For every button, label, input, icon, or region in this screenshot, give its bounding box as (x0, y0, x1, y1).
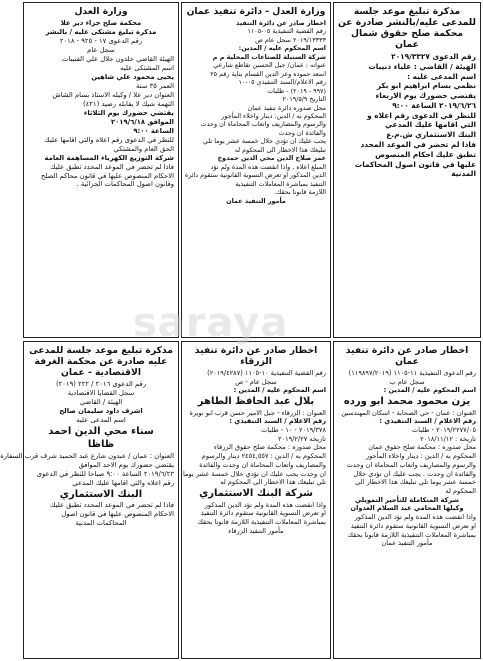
notice-line: ٢٠١٩/١٣٣٣٣ سجل عام ص (255, 35, 326, 44)
notice-line: الهيئة القاضي خلدون جلال علي القنيبات (61, 54, 174, 63)
notice-line: تبليغك هذا الاخطار الى المحكوم له (234, 145, 326, 154)
notice-line: مأمور التنفيذ الزرقاء (228, 526, 284, 535)
notice-line: والمصاريف واتعاب المحاماة ان وجدت والفائدة (199, 460, 326, 469)
notice-court-summons-north-amman (333, 2, 481, 338)
notice-line: محل صدوره : محكمة صلح حقوق الزرقاء (213, 443, 326, 452)
notice-line: سجل عام - ص (235, 377, 277, 386)
notice-line: شركة المتكاملة للتأجير التمويلي (355, 495, 459, 504)
notice-line: التي اقامها عليك المدعي (385, 120, 476, 130)
notice-line: سجل القضايا الاقتصادية (67, 389, 135, 398)
notice-line: سجل عام (87, 45, 115, 54)
notice-line: الحق العام والمشتكي (113, 144, 174, 153)
notice-line: الهيئة / القاضي (79, 398, 123, 407)
notice-line: البنك الاستثماري ش.م.ع (386, 130, 476, 140)
notice-line: المدنية (451, 169, 476, 179)
notice-line: بمباشرة المعاملات التنفيذية اللازمة قانونا بحقك (347, 530, 476, 539)
notice-line: عمر صلاح الدين محي الدين حمدوخ (217, 154, 326, 163)
notice-line: تاريخه ٢٠١٩/٢/٢٧ (278, 434, 326, 443)
notice-line: واذا انقضت هذه المدة ولم تؤد الدين المذكور (204, 500, 326, 509)
notice-line: اسم المحكوم عليه / المدين : (233, 386, 326, 395)
notice-line: او تعرض التسوية القانونية ستقوم دائرة التنفيذ (200, 509, 326, 518)
notice-line: البنك الاستثماري (59, 488, 143, 500)
notice-line: يجب عليك ان تؤدي خلال خمسة عشر يوما تلي (203, 137, 326, 146)
notice-line: العمر ٣٥ سنة (136, 81, 174, 90)
notice-line: الموافق ٢٠١٩/٦/١٨ (111, 117, 174, 126)
notice-line: اسم المدعى عليه : (407, 71, 476, 81)
notice-line: محكمة صلح جزاء دير علا (60, 19, 142, 28)
notice-line: فاذا لم تحضر في الموعد المحدد تطبق عليك (50, 162, 174, 171)
notice-line: يقتضي حضورك يوم الثلاثاء (83, 108, 174, 117)
notice-line: ظاظا (87, 439, 115, 451)
notice-line: اسم المشتكى عليه (120, 63, 174, 72)
notice-line: يحيى محمود علي شاهين (91, 72, 174, 81)
notice-line: العنوان : عمان - حي الصحابة - اسكان المهندسين (341, 408, 476, 417)
notice-line: العنوان دير علا / وكيله الاستاذ بسام الشاش (52, 90, 174, 99)
notice-line: التاريخ ٢٠١٩/٥/٩ (282, 95, 326, 104)
notice-line: سناء محي الدين احمد (48, 425, 154, 437)
notice-line: يقتضي حضورك يوم الاربعاء (375, 91, 476, 101)
notice-title: اخطار صادر عن دائرة تنفيذ الزرقاء (194, 345, 318, 368)
notice-line: المحكوم به / الدين : ٢٤٥٤,٥٥٧ دينار والرسوم (201, 452, 326, 461)
notice-line: رقم القضية التنفيذية ٠٥-١١٠٥ (247, 27, 326, 36)
notice-line: اشرف داود سليمان صالح (59, 407, 143, 415)
notice-line: والفائدة ان وجدت (278, 128, 326, 137)
notice-line: ان وجدت يجب عليك ان تؤدي خلال خمسة عشر يوما (182, 469, 326, 478)
notice-line: عليها في قانون اصول المحاكمات (354, 159, 476, 169)
notice-line: المبلغ اعلاه , واذا انقضت هذه المدة ولم تؤد (210, 162, 326, 171)
notice-line: التنفيذ بمباشرة المعاملات التنفيذية (235, 179, 326, 188)
notice-line: للنظر في الدعوى رقم اعلاه و (367, 110, 476, 120)
notice-line: رقم الدعوى ١٧ - ٩٢٥ - ٢٠١٨ (59, 36, 143, 45)
notice-line: رقم الاعلام / السند التنفيذي : (379, 417, 476, 426)
notice-line: رقم الاعلام/السند التنفيذي ٠٥-١٠ (238, 78, 326, 87)
notice-line: والفائدة ان وجدت . يجب عليك ان تؤدي خلال (353, 469, 476, 478)
notice-line: الهيئة / القاضي : علياء ذنيبات (368, 61, 476, 71)
notice-execution-amman (181, 2, 331, 338)
notice-line: مذكرة تبليغ مشتكى عليه / بالنشر (45, 28, 157, 36)
notice-line: الساعة ٩:٠٠ (133, 126, 174, 135)
notice-title: اخطار صادر عن دائرة تنفيذ عمان (345, 345, 469, 368)
notice-line: اسم المحكوم عليه / المدين : (383, 386, 476, 395)
notice-line: فاذا لم تحضر في الموعد المحدد (360, 140, 476, 150)
notice-line: تلي تبليغك هذا الاخطار الى المحكوم له (220, 478, 326, 487)
notice-line: ٢٠١٩/٦/٢٦ الساعة ٩:٠٠ (392, 100, 476, 110)
notice-execution-amman-2 (333, 341, 481, 659)
notice-line: للنظر في الدعوى رقم اعلاه والتي اقامها عليك (44, 135, 174, 144)
notice-title: وزارة العدل - دائرة تنفيذ عمان (186, 6, 326, 17)
notice-penal-court-deir-alla (23, 2, 179, 338)
notice-execution-zarqa (181, 341, 331, 659)
notice-line: رقم الدعوى ٢٠١٩/٣٣٢٧ (391, 52, 476, 62)
notice-line: التهمة شيك لا يقابله رصيد (٤٢١) (83, 99, 174, 108)
notice-line: بلال عبد الحافظ الطاهر (197, 396, 315, 408)
notice-line: (٩٩٧ - ٢٠١٩) - طلبات (267, 86, 326, 95)
notice-line: تطبق عليك احكام المنصوص (375, 149, 476, 159)
notice-line: خمسة عشر يوما تلي تبليغك هذا الاخطار الى (355, 478, 476, 487)
notice-line: واذا انقضت هذه المدة ولم تؤد الدين المذكور (354, 513, 476, 522)
notice-title: مذكرة تبليغ موعد جلسة للمدعى عليه/بالنشر صادرة عن محكمة صلح حقوق شمال عمان (337, 6, 476, 51)
notice-line: وقانون اصول المحاكمات الجزائية . (76, 180, 174, 189)
notice-line: اسم المدعى عليه (76, 415, 126, 424)
notice-line: المحكوم له (445, 487, 476, 495)
notice-title: وزارة العدل (74, 6, 128, 17)
notice-line: يقتضي حضورك يوم الاحد الموافق (78, 460, 174, 469)
notice-line: العنوان : الزرقاء - جبل الامير حسن قرب ابو نويرة (189, 408, 326, 417)
notice-line: ٢٠١٩/٢٢٧٧/٠٥ - طلبات (411, 426, 476, 435)
notice-line: وكيلها المحامي عبد السلام العدوان (350, 504, 464, 513)
notice-line: العنوان : عمان / عبدون شارع عبد الحميد شرف قرب السفارة (0, 451, 174, 460)
notice-line: محل صدوره دائرة تنفيذ عمان (247, 103, 326, 112)
notice-line: ٢٠١٩/٦/٢٣ الساعة ٩:٠٠ صباحا للنظر في الدعوى (36, 469, 174, 478)
notice-line: رقم الاعلام / السند التنفيذي : (229, 417, 326, 426)
notice-line: رقم الدعوى التنفيذية ١١-١١٠٥ (١١٩٨٩٧/٢٠١٩) (348, 369, 476, 378)
notice-line: والرسوم والمصاريف واتعاب المحاماة ان وجدت (346, 460, 476, 469)
notice-line: الاحكام المنصوص عليها في قانون اصول (61, 510, 174, 519)
notice-line: سجل عام ب (389, 377, 425, 386)
notice-line: رقم الدعوى ٢٠١٦ / ٢٢٢ (٢٠١٩) (55, 380, 147, 389)
notice-line: اسعد حموده وعز الدين القسام بناية رقم ٢٥ (210, 69, 326, 78)
notice-line: محل صدوره : محكمة صلح حقوق عمان (368, 443, 476, 452)
notice-line: بمباشرة المعاملات التنفيذية اللازمة قانونا بحقك (197, 517, 326, 526)
notice-economic-court-amman (0, 341, 179, 659)
notice-line: اسم المحكوم عليه / المدين: (238, 44, 326, 53)
notice-line: الاحكام المنصوص عليها في قانون محاكم الصلح (40, 171, 174, 180)
notice-line: اللازمة قانونا بحقك. (274, 188, 326, 197)
notice-line: نظمي بسام ابراهيم ابو بكر (376, 81, 476, 91)
notice-line: المحاكمات المدنية (75, 519, 127, 528)
notice-line: رقم القضية التنفيذية ١٠-١١٠٥ (٢٠١٩/٤٢٨٧) (207, 369, 326, 378)
notice-line: مأمور التنفيذ عمان (381, 539, 433, 548)
notice-title: مذكرة تبليغ موعد جلسة للمدعى عليه صادرة عن محكمة الغرفة الاقتصادية - عمان (29, 345, 173, 379)
notice-line: شركة التوزيع الكهرباء المساهمة العامة (44, 153, 174, 162)
notice-line: شركة السنبلة للصناعات المحلية م م (212, 52, 326, 61)
notice-line: او تعرض التسوية القانونية ستقوم دائرة التنفيذ (350, 521, 476, 530)
notice-line: ٢٠١٩/٣٧٨ - ١٠ - طلبات (261, 426, 326, 435)
notice-line: مأمور التنفيذ عمان (226, 196, 286, 205)
notice-line: رقم اعلاه والتي اقامها عليك المدعي (72, 478, 174, 487)
notice-line: فاذا لم تحضر في الموعد المحدد تطبق عليك (50, 501, 174, 510)
notice-line: يزن محمود محمد ابو ورده (343, 396, 471, 408)
notice-line: اخطار صادر عن دائرة التنفيذ (236, 19, 326, 28)
notice-line: الدين المذكور او تعرض التسوية القانونية ستقوم دائرة (184, 171, 326, 180)
notice-line: المحكوم به / الدين: دينار واخلاء المأجور (221, 112, 326, 121)
notice-line: والرسوم والمصاريف واتعاب المحاماة ان وجدت (200, 120, 326, 129)
watermark: saraya (133, 300, 289, 346)
notice-line: المحكوم به / الدين : دينار واخلاء المأجور (365, 452, 476, 461)
notice-line: شركة البنك الاستثماري (199, 488, 313, 499)
notice-line: تاريخه : ٢٠١٨/١١/١٢ (420, 434, 476, 443)
notice-line: عنوانه : عمان/ جبل الحسين تقاطع شارعي (213, 61, 326, 70)
